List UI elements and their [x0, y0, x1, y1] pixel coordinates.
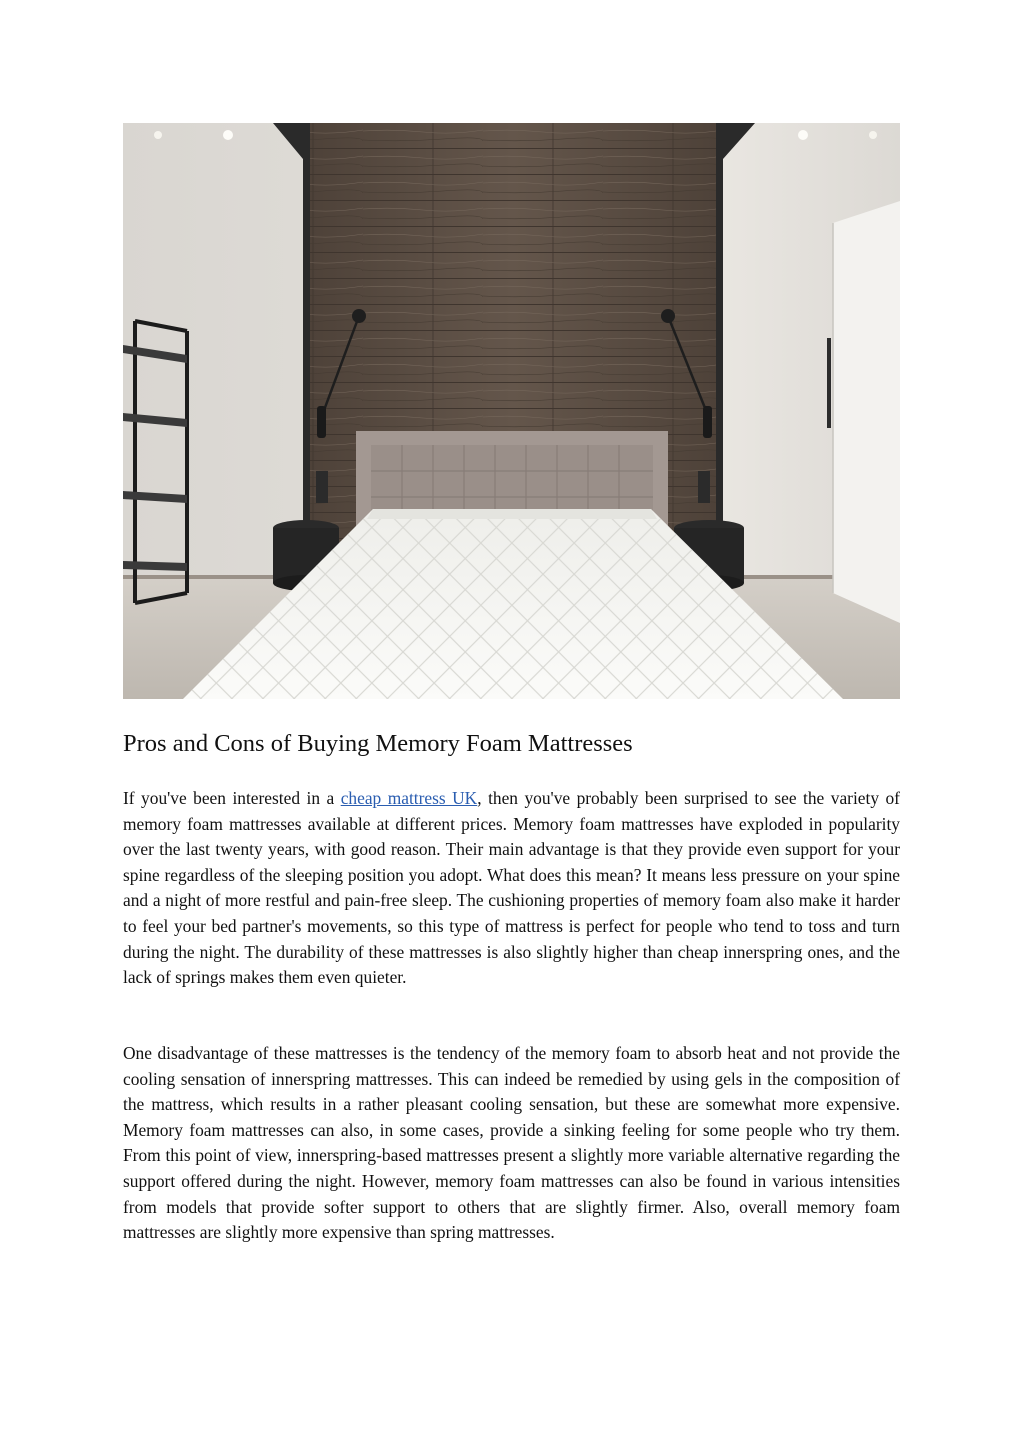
bedroom-photo: [123, 123, 900, 699]
article-paragraph-1: [123, 786, 900, 991]
cheap-mattress-link[interactable]: cheap mattress UK: [340, 788, 478, 808]
paragraph-1-body: , then you've probably been surprised to see the variety of memory foam mattresses available at different prices. Memory foam mattresses have exploded in popularity over the last twenty years, with good reason. Their main advantage is that they provide even support for your spine regardless of the sleeping position you adopt. What does this mean? It means less pressure on your spine and a night of more restful and pain-free sleep. The cushioning properties of memory foam also make it harder to feel your bed partner's movements, so this type of mattress is perfect for people who tend to toss and turn during the night. The durability of these mattresses is also slightly higher than cheap innerspring ones, and the lack of springs makes them even quieter.: [123, 788, 900, 988]
article-title: Pros and Cons of Buying Memory Foam Mattresses: [123, 730, 633, 757]
paragraph-1-intro: If you've been interested in a: [123, 788, 341, 808]
article-paragraph-2: One disadvantage of these mattresses is the tendency of the memory foam to absorb heat and not provide the cooling sensation of innerspring mattresses. This can indeed be remedied by using gels in the composition of the mattress, which results in a rather pleasant cooling sensation, but these are somewhat more expensive. Memory foam mattresses can also, in some cases, provide a sinking feeling for some people who try them. From this point of view, innerspring-based mattresses present a slightly more variable alternative regarding the support offered during the night. However, memory foam mattresses can also be found in various intensities from models that provide softer support to others that are slightly firmer. Also, overall memory foam mattresses are slightly more expensive than spring mattresses.: [123, 1043, 900, 1243]
